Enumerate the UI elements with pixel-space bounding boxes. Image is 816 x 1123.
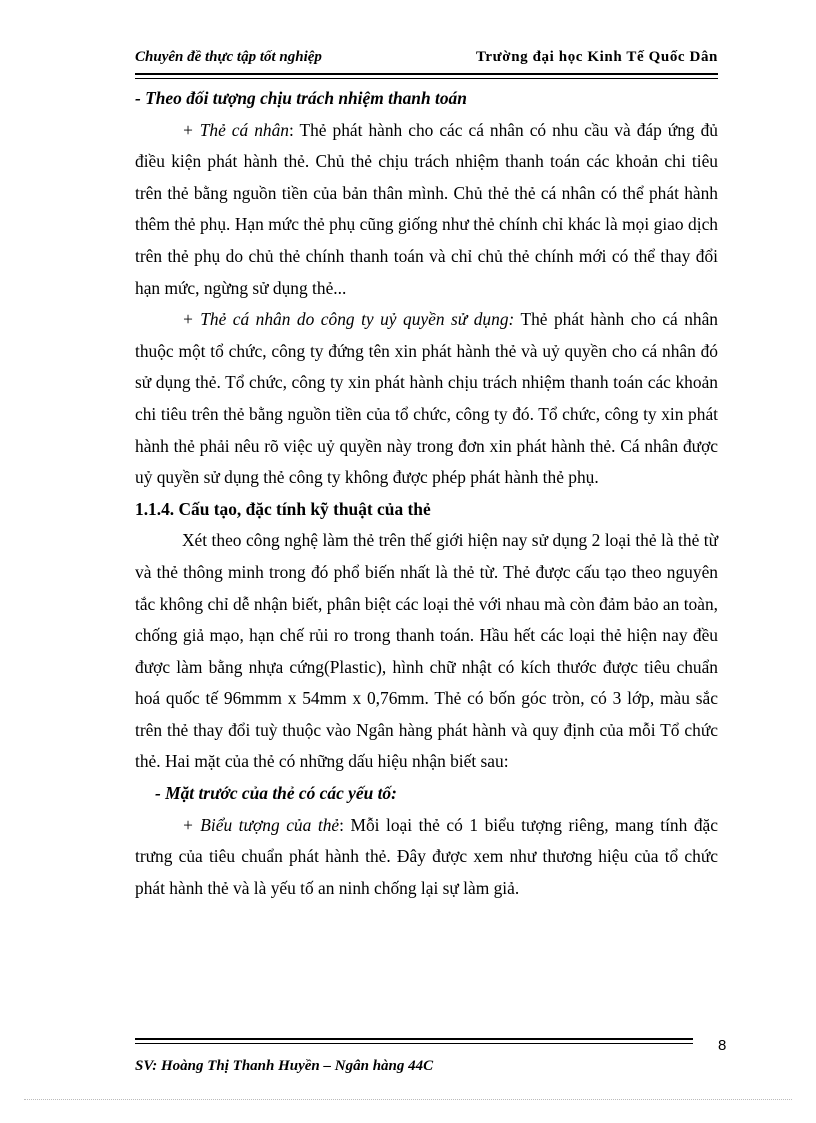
section-heading-1-1-4: 1.1.4. Cấu tạo, đặc tính kỹ thuật của thẻ: [135, 498, 431, 519]
term-card-logo: + Biểu tượng của thẻ: [182, 814, 340, 835]
term-personal-card: + Thẻ cá nhân: [182, 119, 289, 140]
paragraph-company-authorized-card: [135, 304, 718, 494]
heading-payment-responsibility: - Theo đối tượng chịu trách nhiệm thanh toán: [135, 88, 467, 108]
paragraph-text: Thẻ phát hành cho cá nhân thuộc một tổ chức, công ty đứng tên xin phát hành thẻ và uỷ quyền cho cá nhân đó sử dụng thẻ. Tổ chức, công ty xin phát hành chịu trách nhiệm thanh toán các khoản chi tiêu trên thẻ bằng nguồn tiền của tổ chức, công ty đó. Tổ chức, công ty xin phát hành thẻ phải nêu rõ việc uỷ quyền này trong đơn xin phát hành thẻ. Cá nhân được uỷ quyền sử dụng thẻ công ty không được phép phát hành thẻ phụ.: [135, 309, 718, 488]
header-left: Chuyên đề thực tập tốt nghiệp: [135, 49, 322, 65]
paragraph-card-structure: Xét theo công nghệ làm thẻ trên thế giới hiện nay sử dụng 2 loại thẻ là thẻ từ và thẻ thông minh trong đó phổ biến nhất là thẻ từ. Thẻ được cấu tạo theo nguyên tắc không chỉ dễ nhận biết, phân biệt các loại thẻ với nhau mà còn đảm bảo an toàn, chống giả mạo, hạn chế rủi ro trong thanh toán. Hầu hết các loại thẻ hiện nay đều được làm bằng nhựa cứng(Plastic), hình chữ nhật có kích thước được tiêu chuẩn hoá quốc tế 96mmm x 54mm x 0,76mm. Thẻ có bốn góc tròn, có 3 lớp, màu sắc trên thẻ thay đổi tuỳ thuộc vào Ngân hàng phát hành và quy định của mỗi Tổ chức thẻ. Hai mặt của thẻ có những dấu hiệu nhận biết sau:: [135, 530, 718, 772]
paragraph-text: : Mỗi loại thẻ có 1 biểu tượng riêng, mang tính đặc trưng của tiêu chuẩn phát hành thẻ. Đây được xem như thương hiệu của tổ chức phát hành thẻ và là yếu tố an ninh chống lại sự làm giả.: [135, 814, 718, 898]
footer-author: SV: Hoàng Thị Thanh Huyền – Ngân hàng 44C: [135, 1058, 434, 1074]
heading-card-front: - Mặt trước của thẻ có các yếu tố:: [155, 783, 397, 804]
paragraph-text: : Thẻ phát hành cho các cá nhân có nhu cầu và đáp ứng đủ điều kiện phát hành thẻ. Chủ thẻ chịu trách nhiệm thanh toán các khoản chi tiêu trên thẻ bằng nguồn tiền của bản thân mình. Chủ thẻ thẻ cá nhân có thể phát hành thêm thẻ phụ. Hạn mức thẻ phụ cũng giống như thẻ chính chỉ khác là mọi giao dịch trên thẻ phụ do chủ thẻ chính thanh toán và chỉ chủ thẻ chính mới có thể thay đổi hạn mức, ngừng sử dụng thẻ...: [135, 119, 718, 298]
header-rule: [135, 73, 718, 75]
term-company-authorized-card: + Thẻ cá nhân do công ty uỷ quyền sử dụng:: [182, 309, 515, 330]
paragraph-personal-card: [135, 115, 718, 305]
paragraph-card-logo: [135, 810, 718, 905]
footer-rule: [135, 1038, 693, 1040]
page-number: 8: [718, 1037, 727, 1054]
page-boundary-dots: [24, 1099, 792, 1100]
header-right: Trường đại học Kinh Tế Quốc Dân: [475, 49, 718, 65]
header-rule-thin: [135, 78, 718, 79]
document-body: [135, 83, 718, 904]
footer-rule-thin: [135, 1043, 693, 1044]
